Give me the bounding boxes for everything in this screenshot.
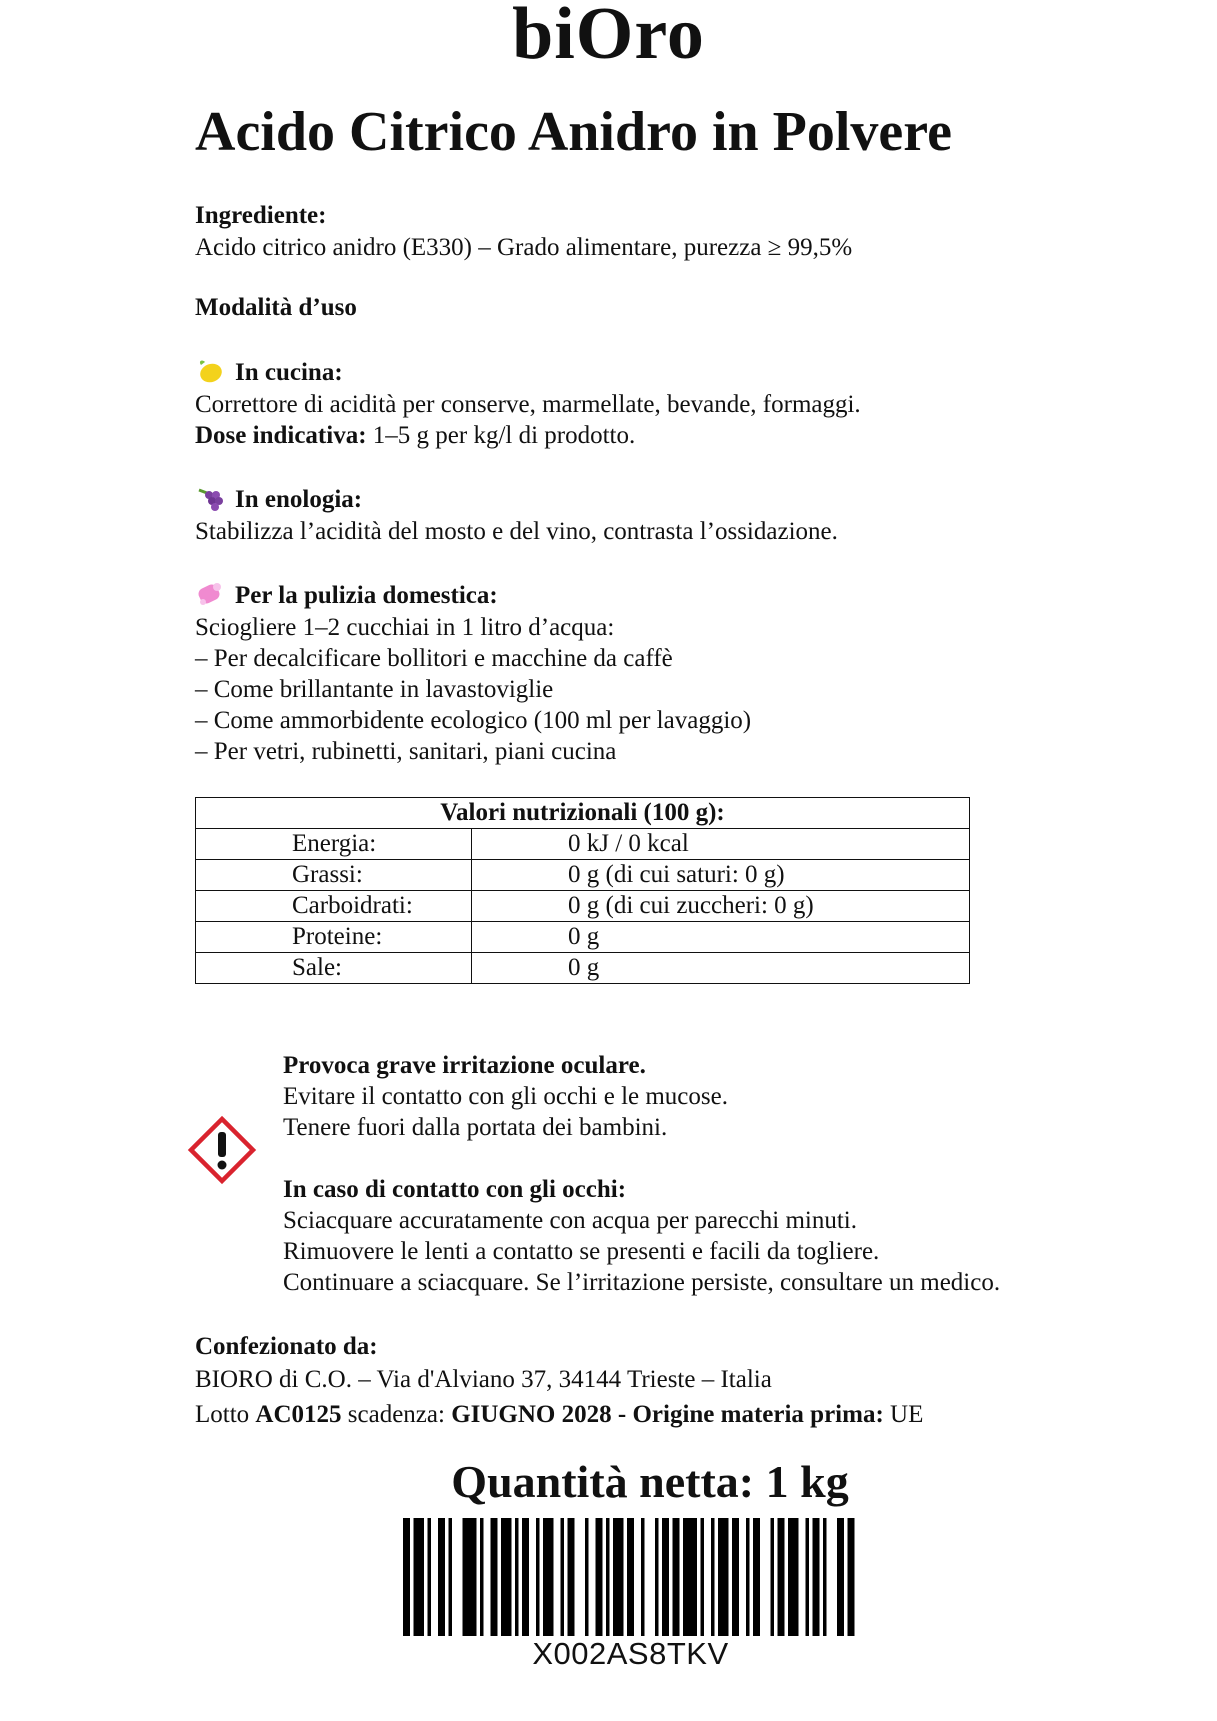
ingredient-text: Acido citrico anidro (E330) – Grado alimentare, purezza ≥ 99,5%	[195, 234, 853, 261]
enologia-text: Stabilizza l’acidità del mosto e del vino, contrasta l’ossidazione.	[195, 518, 838, 545]
contact-line: Sciacquare accuratamente con acqua per parecchi minuti.	[283, 1207, 857, 1234]
nutrition-label: Sale:	[196, 953, 472, 984]
barcode-icon	[403, 1518, 858, 1636]
expiry-value: GIUGNO 2028	[451, 1401, 612, 1428]
table-row	[196, 829, 970, 860]
usage-pulizia-heading	[195, 580, 498, 611]
nutrition-heading: Valori nutrizionali (100 g):	[196, 798, 970, 829]
pulizia-item: – Come brillantante in lavastoviglie	[195, 676, 554, 703]
packer-address: BIORO di C.O. – Via d'Alviano 37, 34144 Trieste – Italia	[195, 1366, 772, 1393]
usage-enologia-heading	[195, 484, 362, 515]
contact-title: In caso di contatto con gli occhi:	[283, 1176, 627, 1203]
brand-logo: biOro	[512, 0, 705, 75]
packer-label: Confezionato da:	[195, 1333, 378, 1360]
lot-label: Lotto	[195, 1401, 250, 1428]
nutrition-value: 0 g	[472, 922, 970, 953]
pulizia-item: – Per vetri, rubinetti, sanitari, piani cucina	[195, 738, 617, 765]
nutrition-label: Carboidrati:	[196, 891, 472, 922]
cucina-text: Correttore di acidità per conserve, marmellate, bevande, formaggi.	[195, 391, 861, 418]
expiry-label: scadenza:	[347, 1401, 445, 1428]
table-row	[196, 860, 970, 891]
nutrition-value: 0 kJ / 0 kcal	[472, 829, 970, 860]
warning-title: Provoca grave irritazione oculare.	[283, 1052, 646, 1079]
ingredient-label: Ingrediente:	[195, 202, 327, 229]
origin-label: Origine materia prima:	[632, 1401, 884, 1428]
cucina-dose	[195, 420, 635, 451]
lot-value: AC0125	[255, 1401, 342, 1428]
warning-line: Tenere fuori dalla portata dei bambini.	[283, 1114, 668, 1141]
nutrition-value: 0 g (di cui saturi: 0 g)	[472, 860, 970, 891]
contact-line: Rimuovere le lenti a contatto se presenti e facili da togliere.	[283, 1238, 880, 1265]
pulizia-intro: Sciogliere 1–2 cucchiai in 1 litro d’acqua:	[195, 614, 615, 641]
enologia-label: In enologia:	[235, 486, 363, 513]
dose-text: 1–5 g per kg/l di prodotto.	[372, 422, 636, 449]
table-row	[196, 953, 970, 984]
contact-line: Continuare a sciacquare. Se l’irritazione persiste, consultare un medico.	[283, 1269, 1001, 1296]
pulizia-item: – Per decalcificare bollitori e macchine da caffè	[195, 645, 673, 672]
net-quantity: Quantità netta: 1 kg	[451, 1456, 849, 1507]
pulizia-label: Per la pulizia domestica:	[235, 582, 498, 609]
nutrition-label: Grassi:	[196, 860, 472, 891]
pulizia-item: – Come ammorbidente ecologico (100 ml per lavaggio)	[195, 707, 752, 734]
nutrition-label: Energia:	[196, 829, 472, 860]
product-title: Acido Citrico Anidro in Polvere	[195, 101, 952, 163]
dose-label: Dose indicativa:	[195, 422, 367, 449]
usage-heading: Modalità d’uso	[195, 294, 357, 321]
usage-cucina-heading	[195, 357, 343, 388]
nutrition-label: Proteine:	[196, 922, 472, 953]
lemon-icon	[195, 357, 225, 385]
origin-value: UE	[890, 1401, 924, 1428]
hazard-exclamation-icon	[187, 1115, 257, 1185]
lot-line	[195, 1399, 923, 1430]
separator: -	[617, 1401, 627, 1428]
warning-line: Evitare il contatto con gli occhi e le mucose.	[283, 1083, 728, 1110]
table-row	[196, 922, 970, 953]
barcode-code: X002AS8TKV	[532, 1636, 729, 1671]
soap-icon	[195, 580, 225, 608]
nutrition-table	[195, 797, 970, 984]
cucina-label: In cucina:	[235, 359, 343, 386]
nutrition-value: 0 g	[472, 953, 970, 984]
grapes-icon	[195, 484, 225, 512]
table-row	[196, 891, 970, 922]
nutrition-value: 0 g (di cui zuccheri: 0 g)	[472, 891, 970, 922]
